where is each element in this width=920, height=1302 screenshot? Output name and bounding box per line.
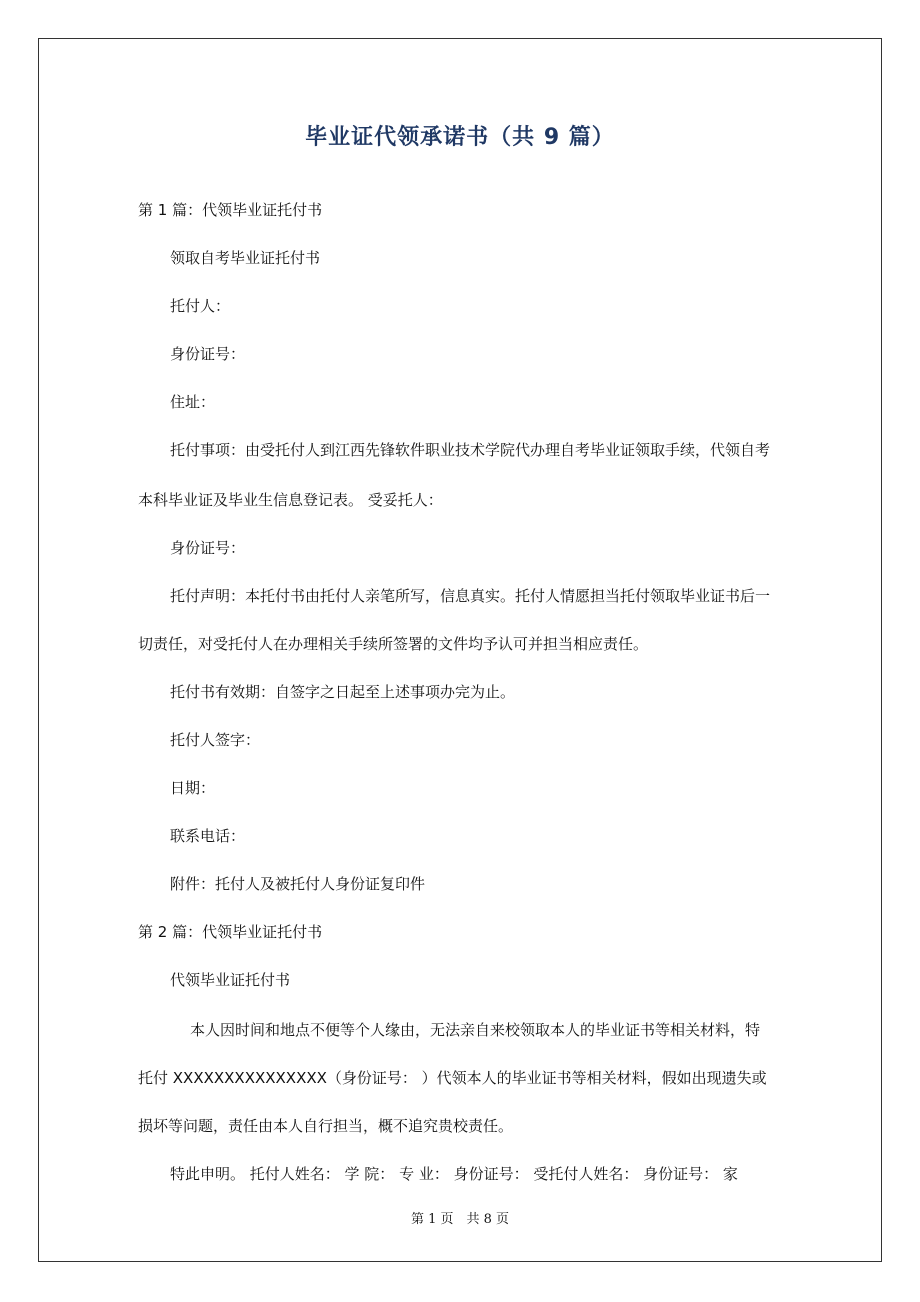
paragraph-body-line-2: 托付 XXXXXXXXXXXXXXX（身份证号： ）代领本人的毕业证书等相关材料，假如出现遗失或	[138, 1069, 767, 1087]
subtitle-1: 领取自考毕业证托付书	[170, 249, 321, 267]
field-date: 日期：	[170, 779, 216, 797]
field-agent-id-number: 身份证号：	[170, 539, 246, 557]
document-title: 毕业证代领承诺书（共 9 篇）	[305, 125, 615, 150]
paragraph-statement-line-1: 托付声明：本托付书由托付人亲笔所写，信息真实。托付人情愿担当托付领取毕业证书后一	[170, 587, 771, 605]
paragraph-body-line-1: 本人因时间和地点不便等个人缘由，无法亲自来校领取本人的毕业证书等相关材料，特	[190, 1021, 761, 1039]
field-phone: 联系电话：	[170, 827, 246, 845]
page-footer: 第 1 页 共 8 页	[410, 1212, 510, 1227]
field-id-number: 身份证号：	[170, 345, 246, 363]
field-validity: 托付书有效期：自签字之日起至上述事项办完为止。	[170, 683, 516, 701]
field-principal: 托付人：	[170, 297, 231, 315]
section-heading-2: 第 2 篇：代领毕业证托付书	[138, 923, 323, 941]
field-address: 住址：	[170, 393, 216, 411]
section-heading-1: 第 1 篇：代领毕业证托付书	[138, 201, 323, 219]
subtitle-2: 代领毕业证托付书	[170, 971, 291, 989]
paragraph-declaration-line: 特此申明。 托付人姓名： 学 院： 专 业： 身份证号： 受托付人姓名： 身份证号： 家	[170, 1165, 738, 1183]
field-signature: 托付人签字：	[170, 731, 261, 749]
field-attachment: 附件：托付人及被托付人身份证复印件	[170, 875, 426, 893]
paragraph-matter-line-1: 托付事项：由受托付人到江西先锋软件职业技术学院代办理自考毕业证领取手续，代领自考	[170, 441, 771, 459]
paragraph-matter-line-2: 本科毕业证及毕业生信息登记表。 受妥托人：	[138, 491, 443, 509]
paragraph-statement-line-2: 切责任，对受托付人在办理相关手续所签署的文件均予认可并担当相应责任。	[138, 635, 649, 653]
paragraph-body-line-3: 损坏等问题，责任由本人自行担当，概不追究贵校责任。	[138, 1117, 514, 1135]
